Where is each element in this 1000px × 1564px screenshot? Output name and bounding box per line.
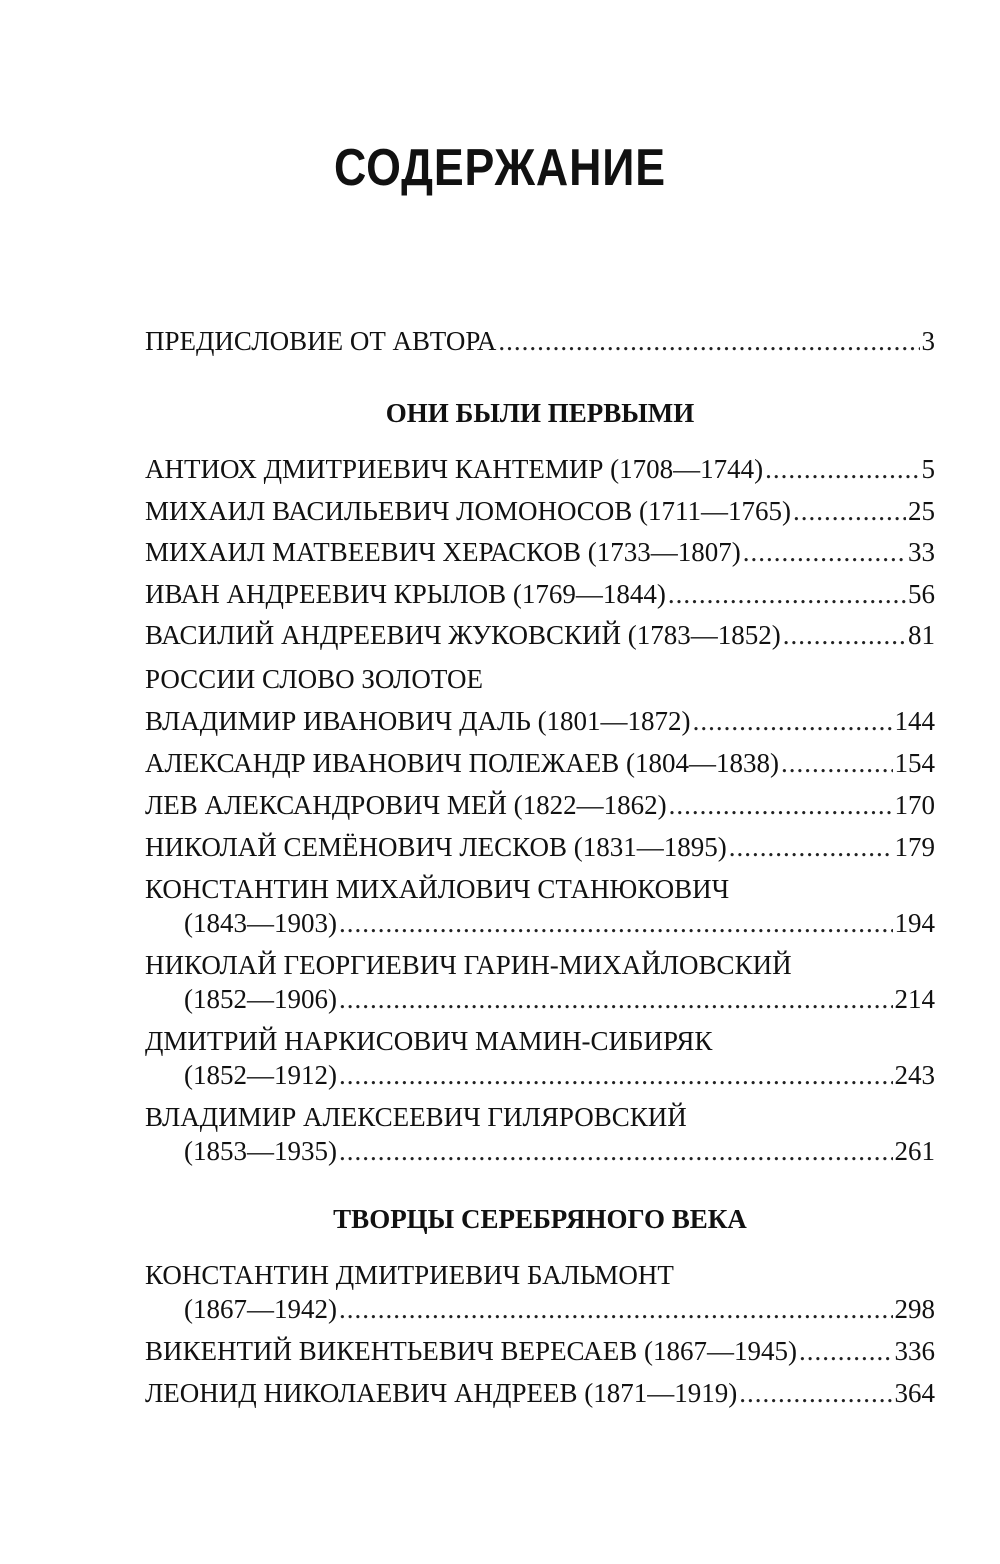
section-heading: РОССИИ СЛОВО ЗОЛОТОЕ xyxy=(145,664,483,694)
dot-leader xyxy=(743,537,906,568)
toc-entry-page: 179 xyxy=(894,832,935,862)
toc-entry[interactable] xyxy=(184,908,935,944)
toc-entry[interactable] xyxy=(145,790,935,826)
toc-entry-page: 336 xyxy=(894,1336,935,1366)
toc-entry-title[interactable]: ДМИТРИЙ НАРКИСОВИЧ МАМИН-СИБИРЯК xyxy=(145,1026,713,1056)
toc-entry-title: ИВАН АНДРЕЕВИЧ КРЫЛОВ (1769—1844) xyxy=(145,579,666,609)
toc-entry-page: 5 xyxy=(921,454,935,484)
toc-entry-page: 3 xyxy=(921,326,935,356)
toc-entry-title: ВИКЕНТИЙ ВИКЕНТЬЕВИЧ ВЕРЕСАЕВ (1867—1945) xyxy=(145,1336,797,1366)
dot-leader xyxy=(339,1060,893,1091)
toc-entry[interactable] xyxy=(184,1060,935,1096)
dot-leader xyxy=(729,832,893,863)
toc-entry[interactable] xyxy=(145,1336,935,1372)
toc-entry[interactable] xyxy=(145,496,935,532)
toc-entry-page: 364 xyxy=(894,1378,935,1408)
dot-leader xyxy=(339,984,893,1015)
toc-entry[interactable] xyxy=(145,832,935,868)
toc-entry-dates: (1852—1906) xyxy=(184,984,337,1014)
section-heading: ОНИ БЫЛИ ПЕРВЫМИ xyxy=(385,398,695,428)
dot-leader xyxy=(765,454,919,485)
toc-entry-page: 243 xyxy=(894,1060,935,1090)
dot-leader xyxy=(799,1336,893,1367)
toc-entry-page: 154 xyxy=(894,748,935,778)
toc-entry-page: 170 xyxy=(894,790,935,820)
toc-entry-title[interactable]: КОНСТАНТИН ДМИТРИЕВИЧ БАЛЬМОНТ xyxy=(145,1260,674,1290)
toc-entry-page: 261 xyxy=(894,1136,935,1166)
toc-entry[interactable] xyxy=(145,1378,935,1414)
toc-entry-preface[interactable] xyxy=(145,326,935,362)
toc-entry-dates: (1867—1942) xyxy=(184,1294,337,1324)
toc-entry-title: ЛЕОНИД НИКОЛАЕВИЧ АНДРЕЕВ (1871—1919) xyxy=(145,1378,738,1408)
dot-leader xyxy=(339,1136,893,1167)
toc-entry-title: НИКОЛАЙ СЕМЁНОВИЧ ЛЕСКОВ (1831—1895) xyxy=(145,832,727,862)
dot-leader xyxy=(669,790,893,821)
toc-entry[interactable] xyxy=(184,1294,935,1330)
dot-leader xyxy=(693,706,893,737)
toc-entry-dates: (1852—1912) xyxy=(184,1060,337,1090)
toc-entry-title[interactable]: НИКОЛАЙ ГЕОРГИЕВИЧ ГАРИН-МИХАЙЛОВСКИЙ xyxy=(145,950,792,980)
toc-entry[interactable] xyxy=(184,984,935,1020)
toc-entry[interactable] xyxy=(145,706,935,742)
toc-entry-title[interactable]: КОНСТАНТИН МИХАЙЛОВИЧ СТАНЮКОВИЧ xyxy=(145,874,730,904)
toc-entry[interactable] xyxy=(145,454,935,490)
toc-entry-dates: (1843—1903) xyxy=(184,908,337,938)
dot-leader xyxy=(498,326,919,357)
toc-entry[interactable] xyxy=(145,748,935,784)
toc-entry-page: 25 xyxy=(908,496,935,526)
dot-leader xyxy=(668,579,906,610)
toc-entry-page: 194 xyxy=(894,908,935,938)
toc-entry-page: 81 xyxy=(908,620,935,650)
toc-entry-title: МИХАИЛ МАТВЕЕВИЧ ХЕРАСКОВ (1733—1807) xyxy=(145,537,741,567)
toc-entry[interactable] xyxy=(145,620,935,656)
dot-leader xyxy=(781,748,893,779)
toc-entry[interactable] xyxy=(145,579,935,615)
dot-leader xyxy=(783,620,906,651)
toc-entry[interactable] xyxy=(145,537,935,573)
toc-entry-title: МИХАИЛ ВАСИЛЬЕВИЧ ЛОМОНОСОВ (1711—1765) xyxy=(145,496,792,526)
section-heading: ТВОРЦЫ СЕРЕБРЯНОГО ВЕКА xyxy=(333,1204,747,1234)
toc-entry-title[interactable]: ВЛАДИМИР АЛЕКСЕЕВИЧ ГИЛЯРОВСКИЙ xyxy=(145,1102,687,1132)
dot-leader xyxy=(339,908,893,939)
toc-entry-page: 33 xyxy=(908,537,935,567)
toc-entry-title: АНТИОХ ДМИТРИЕВИЧ КАНТЕМИР (1708—1744) xyxy=(145,454,764,484)
toc-entry-title: ВАСИЛИЙ АНДРЕЕВИЧ ЖУКОВСКИЙ (1783—1852) xyxy=(145,620,781,650)
toc-entry-title: ВЛАДИМИР ИВАНОВИЧ ДАЛЬ (1801—1872) xyxy=(145,706,691,736)
toc-entry-page: 298 xyxy=(894,1294,935,1324)
toc-entry-page: 144 xyxy=(894,706,935,736)
toc-entry[interactable] xyxy=(184,1136,935,1172)
toc-entry-page: 214 xyxy=(894,984,935,1014)
toc-entry-dates: (1853—1935) xyxy=(184,1136,337,1166)
page-title: СОДЕРЖАНИЕ xyxy=(334,139,666,197)
toc-entry-title: ПРЕДИСЛОВИЕ ОТ АВТОРА xyxy=(145,326,497,356)
dot-leader xyxy=(793,496,906,527)
toc-entry-page: 56 xyxy=(908,579,935,609)
toc-entry-title: ЛЕВ АЛЕКСАНДРОВИЧ МЕЙ (1822—1862) xyxy=(145,790,667,820)
dot-leader xyxy=(339,1294,893,1325)
dot-leader xyxy=(739,1378,892,1409)
toc-entry-title: АЛЕКСАНДР ИВАНОВИЧ ПОЛЕЖАЕВ (1804—1838) xyxy=(145,748,779,778)
